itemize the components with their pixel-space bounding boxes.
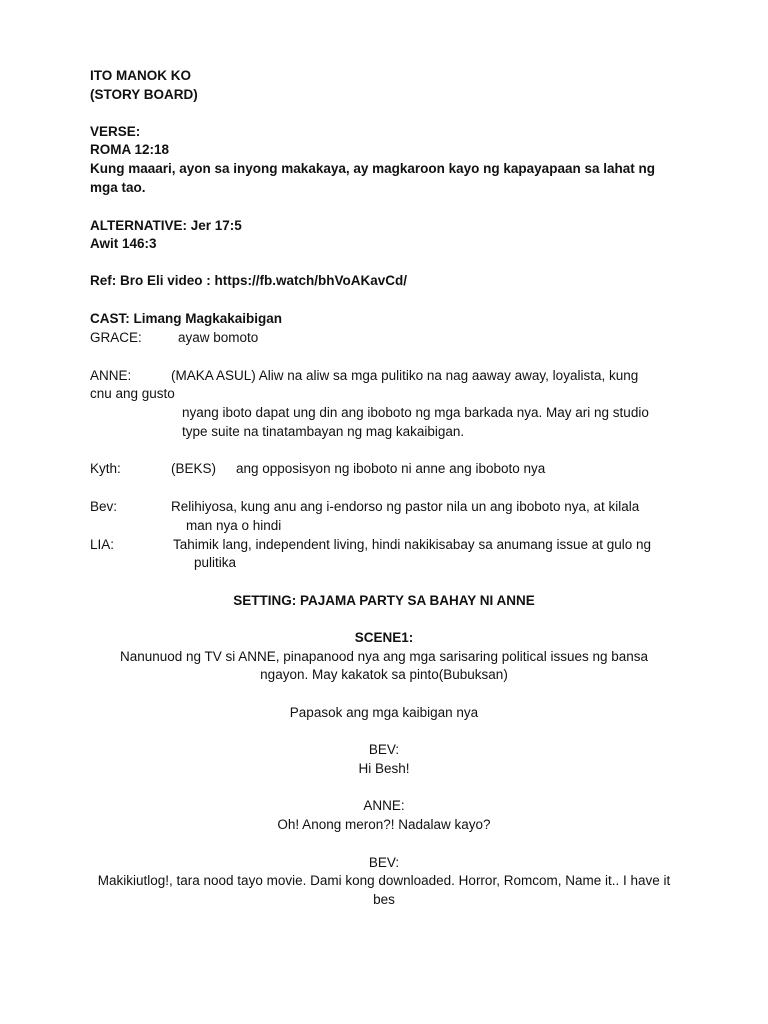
verse-text-line-2: mga tao.: [90, 180, 146, 195]
document-title: ITO MANOK KO: [90, 68, 191, 83]
document-subtitle: (STORY BOARD): [90, 87, 198, 102]
dialogue-speaker: BEV:: [368, 742, 400, 757]
cast-bev-desc-2: man nya o hindi: [186, 518, 282, 533]
verse-label: VERSE:: [90, 124, 141, 139]
cast-anne-desc-3: nyang iboto dapat ung din ang iboboto ng mga barkada nya. May ari ng studio: [182, 405, 649, 420]
cast-lia-desc-1: Tahimik lang, independent living, hindi nakikisabay sa anumang issue at gulo ng: [173, 537, 652, 552]
scene1-heading: SCENE1:: [354, 630, 414, 645]
dialogue-line: Makikiutlog!, tara nood tayo movie. Dami kong downloaded. Horror, Romcom, Name it.. I have it: [97, 873, 671, 888]
cast-grace-desc: ayaw bomoto: [178, 330, 259, 345]
dialogue-speaker: BEV:: [368, 855, 400, 870]
cast-anne-desc-1: (MAKA ASUL) Aliw na aliw sa mga pulitiko na nag aaway away, loyalista, kung: [171, 368, 639, 383]
cast-anne-desc-4: type suite na tinatambayan ng mag kakaibigan.: [182, 424, 465, 439]
cast-anne-name: ANNE:: [90, 368, 132, 383]
verse-text-line-1: Kung maaari, ayon sa inyong makakaya, ay magkaroon kayo ng kapayapaan sa lahat ng: [90, 161, 655, 176]
cast-bev-desc-1: Relihiyosa, kung anu ang i-endorso ng pastor nila un ang iboboto nya, at kilala: [171, 499, 640, 514]
dialogue-line: Oh! Anong meron?! Nadalaw kayo?: [277, 817, 491, 832]
cast-anne-desc-2: cnu ang gusto: [90, 386, 175, 401]
cast-grace-name: GRACE:: [90, 330, 142, 345]
cast-lia-name: LIA:: [90, 537, 115, 552]
scene1-action-line-3: Papasok ang mga kaibigan nya: [289, 705, 479, 720]
reference-link[interactable]: Ref: Bro Eli video : https://fb.watch/bhVoAKavCd/: [90, 273, 408, 288]
cast-kyth-desc: ang opposisyon ng iboboto ni anne ang iboboto nya: [236, 461, 546, 476]
dialogue-line-continued: bes: [373, 892, 395, 907]
setting-heading: SETTING: PAJAMA PARTY SA BAHAY NI ANNE: [233, 593, 535, 608]
cast-kyth-tag: (BEKS): [171, 461, 217, 476]
alternative-verse-line-1: ALTERNATIVE: Jer 17:5: [90, 218, 242, 233]
cast-heading: CAST: Limang Magkakaibigan: [90, 311, 283, 326]
dialogue-line: Hi Besh!: [358, 761, 410, 776]
dialogue-speaker: ANNE:: [363, 798, 405, 813]
cast-lia-desc-2: pulitika: [194, 555, 237, 570]
verse-reference: ROMA 12:18: [90, 142, 170, 157]
scene1-action-line-1: Nanunuod ng TV si ANNE, pinapanood nya ang mga sarisaring political issues ng bansa: [119, 649, 649, 664]
cast-kyth-name: Kyth:: [90, 461, 121, 476]
cast-bev-name: Bev:: [90, 499, 118, 514]
scene1-action-line-2: ngayon. May kakatok sa pinto(Bubuksan): [260, 667, 508, 682]
alternative-verse-line-2: Awit 146:3: [90, 236, 157, 251]
